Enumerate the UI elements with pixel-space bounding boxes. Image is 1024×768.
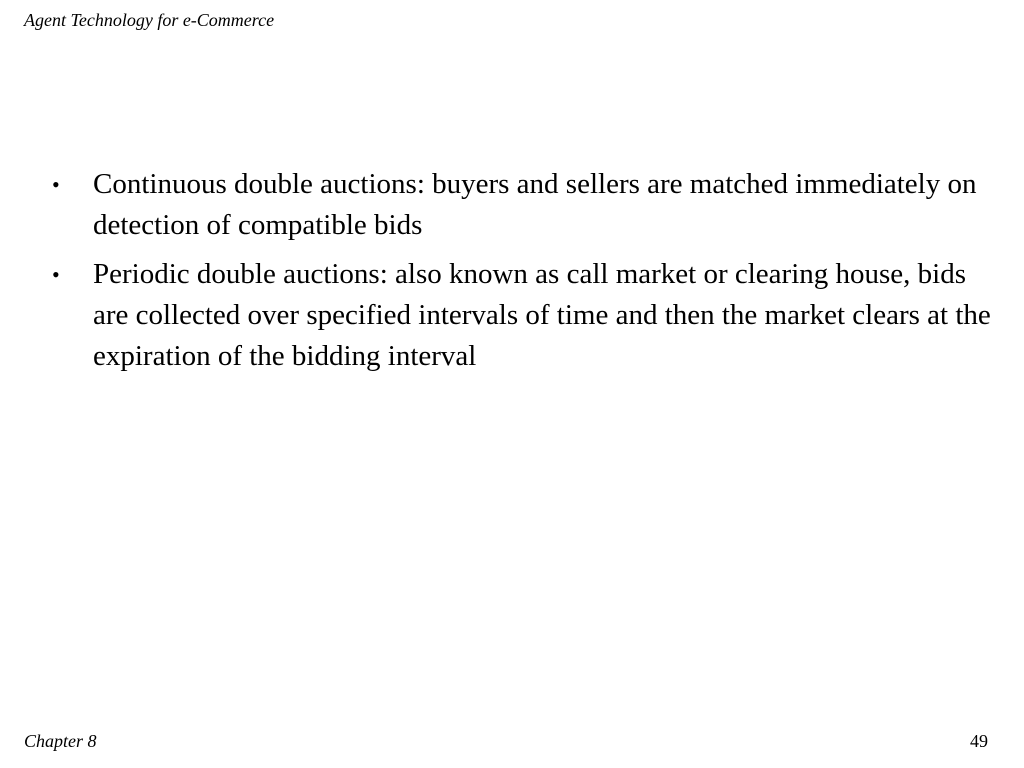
footer-page-number: 49 [970, 731, 988, 751]
bullet-text: Periodic double auctions: also known as call market or clearing house, bids are collected over specified intervals of time and then the market clears at the expiration of the bidding interval [93, 258, 991, 372]
header-title: Agent Technology for e-Commerce [24, 10, 275, 30]
bullet-item-continuous-double-auctions [52, 164, 1002, 246]
bullet-list [52, 164, 1002, 385]
bullet-item-periodic-double-auctions [52, 254, 1002, 377]
footer-chapter-label: Chapter 8 [24, 731, 97, 751]
bullet-dot-icon: • [52, 262, 60, 287]
bullet-text: Continuous double auctions: buyers and sellers are matched immediately on detection of compatible bids [93, 168, 977, 241]
bullet-dot-icon: • [52, 172, 60, 197]
